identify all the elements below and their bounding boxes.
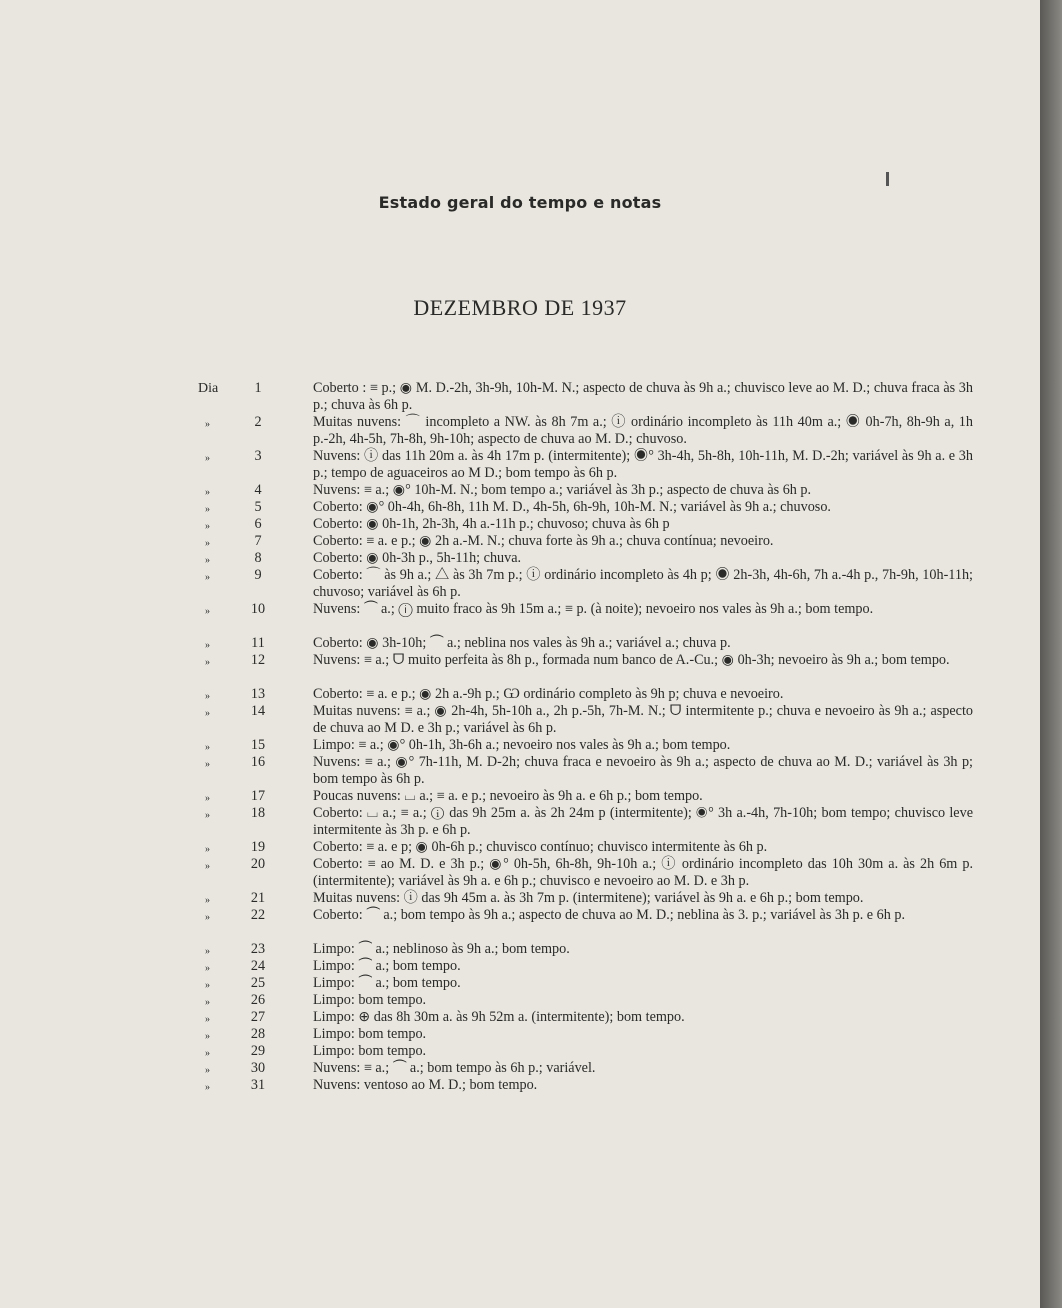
day-number: 3 bbox=[254, 448, 262, 464]
entry-row bbox=[0, 567, 1040, 601]
ditto-mark: » bbox=[205, 810, 210, 821]
day-number: 17 bbox=[250, 788, 266, 804]
day-number: 14 bbox=[250, 703, 266, 719]
day-note: Nuvens: ventoso ao M. D.; bom tempo. bbox=[313, 1077, 538, 1093]
ditto-mark: » bbox=[205, 1031, 210, 1042]
day-note: Limpo: bom tempo. bbox=[313, 1043, 427, 1059]
entry-row bbox=[0, 839, 1040, 856]
ditto-mark: » bbox=[205, 997, 210, 1008]
day-note: Nuvens: ≡ a.; ◉° 7h-11h, M. D-2h; chuva fraca e nevoeiro às 9h a.; aspecto de chuva ao M. D.; variável às 3h p; bom tempo às 6h p. bbox=[313, 754, 973, 787]
ditto-mark: » bbox=[205, 980, 210, 991]
day-note: Coberto : ≡ p.; ◉ M. D.-2h, 3h-9h, 10h-M. N.; aspecto de chuva às 9h a.; chuvisco leve ao M. D.; chuva fraca às 3h p.; chuva às 6h p. bbox=[313, 380, 973, 413]
entry-row bbox=[0, 414, 1040, 448]
day-note: Limpo: ⏜ a.; neblinoso às 9h a.; bom tempo. bbox=[313, 941, 570, 957]
day-note: Limpo: ⊕ das 8h 30m a. às 9h 52m a. (intermitente); bom tempo. bbox=[313, 1009, 685, 1025]
ditto-mark: » bbox=[205, 742, 210, 753]
day-note: Limpo: ⏜ a.; bom tempo. bbox=[313, 975, 461, 991]
ditto-mark: » bbox=[205, 606, 210, 617]
book-binding-edge bbox=[1040, 0, 1062, 1308]
day-number: 18 bbox=[250, 805, 266, 821]
entry-row bbox=[0, 686, 1040, 703]
day-number: 29 bbox=[250, 1043, 266, 1059]
entry-row bbox=[0, 907, 1040, 941]
day-note: Coberto: ◉ 3h-10h; ⏜ a.; neblina nos vales às 9h a.; variável a.; chuva p. bbox=[313, 635, 731, 651]
ditto-mark: » bbox=[205, 912, 210, 923]
ditto-mark: » bbox=[205, 963, 210, 974]
day-note: Limpo: bom tempo. bbox=[313, 992, 427, 1008]
day-note: Coberto: ⏜ a.; bom tempo às 9h a.; aspecto de chuva ao M. D.; neblina às 3. p.; variável às 3h p. e 6h p. bbox=[313, 907, 906, 923]
day-note: Coberto: ≡ a. e p.; ◉ 2h a.-M. N.; chuva forte às 9h a.; chuva contínua; nevoeiro. bbox=[313, 533, 774, 549]
day-number: 8 bbox=[254, 550, 262, 566]
day-number: 31 bbox=[250, 1077, 266, 1093]
ditto-mark: » bbox=[205, 1048, 210, 1059]
entry-row bbox=[0, 652, 1040, 686]
entry-row bbox=[0, 975, 1040, 992]
entry-row bbox=[0, 958, 1040, 975]
entry-row bbox=[0, 992, 1040, 1009]
day-note: Coberto: ◉ 0h-1h, 2h-3h, 4h a.-11h p.; chuvoso; chuva às 6h p bbox=[313, 516, 670, 532]
ditto-mark: » bbox=[205, 844, 210, 855]
entry-row bbox=[0, 601, 1040, 635]
day-number: 11 bbox=[251, 635, 265, 651]
ditto-mark: » bbox=[205, 657, 210, 668]
day-note: Coberto: ≡ a. e p; ◉ 0h-6h p.; chuvisco contínuo; chuvisco intermitente às 6h p. bbox=[313, 839, 768, 855]
day-number: 13 bbox=[250, 686, 266, 702]
day-note: Muitas nuvens: ⓘ das 9h 45m a. às 3h 7m p. (intermitene); variável às 9h a. e 6h p.; bom tempo. bbox=[313, 890, 864, 906]
day-label: Dia bbox=[198, 381, 219, 396]
day-note: Coberto: ◉° 0h-4h, 6h-8h, 11h M. D., 4h-5h, 6h-9h, 10h-M. N.; variável às 9h a.; chuvoso. bbox=[313, 499, 831, 515]
day-note: Nuvens: ⏜ a.; ⓘ muito fraco às 9h 15m a.; ≡ p. (à noite); nevoeiro nos vales às 9h a.; bom tempo. bbox=[313, 601, 874, 617]
entry-row bbox=[0, 448, 1040, 482]
day-number: 6 bbox=[254, 516, 262, 532]
day-note: Coberto: ◉ 0h-3h p., 5h-11h; chuva. bbox=[313, 550, 522, 566]
day-note: Poucas nuvens: ⌴ a.; ≡ a. e p.; nevoeiro às 9h a. e 6h p.; bom tempo. bbox=[313, 788, 703, 804]
day-number: 28 bbox=[250, 1026, 266, 1042]
day-note: Limpo: ⏜ a.; bom tempo. bbox=[313, 958, 461, 974]
ditto-mark: » bbox=[205, 946, 210, 957]
day-number: 21 bbox=[250, 890, 266, 906]
entry-row bbox=[0, 703, 1040, 737]
ditto-mark: » bbox=[205, 572, 210, 583]
ditto-mark: » bbox=[205, 895, 210, 906]
page-subtitle: DEZEMBRO DE 1937 bbox=[413, 295, 627, 320]
day-number: 23 bbox=[250, 941, 266, 957]
ditto-mark: » bbox=[205, 861, 210, 872]
entry-row bbox=[0, 737, 1040, 754]
page-title: Estado geral do tempo e notas bbox=[378, 193, 662, 212]
ditto-mark: » bbox=[205, 691, 210, 702]
entry-row bbox=[0, 1009, 1040, 1026]
entry-row bbox=[0, 805, 1040, 839]
entry-row bbox=[0, 499, 1040, 516]
entry-row bbox=[0, 1026, 1040, 1043]
ditto-mark: » bbox=[205, 1082, 210, 1093]
ditto-mark: » bbox=[205, 504, 210, 515]
entry-row bbox=[0, 550, 1040, 567]
ditto-mark: » bbox=[205, 419, 210, 430]
entry-row bbox=[0, 516, 1040, 533]
day-note: Coberto: ≡ ao M. D. e 3h p.; ◉° 0h-5h, 6h-8h, 9h-10h a.; ⓘ ordinário incompleto das 10h 30m a. às 2h 6m p. (intermitente); variável às 9h a. e 6h p.; chuvisco e nevoeiro ao M. D. e 3h p. bbox=[313, 856, 973, 889]
ditto-mark: » bbox=[205, 708, 210, 719]
day-number: 19 bbox=[250, 839, 266, 855]
ditto-mark: » bbox=[205, 759, 210, 770]
day-number: 15 bbox=[250, 737, 266, 753]
entry-row bbox=[0, 1077, 1040, 1094]
ditto-mark: » bbox=[205, 640, 210, 651]
day-number: 26 bbox=[250, 992, 266, 1008]
day-number: 5 bbox=[254, 499, 262, 515]
ditto-mark: » bbox=[205, 793, 210, 804]
day-note: Coberto: ⌴ a.; ≡ a.; ⓘ das 9h 25m a. às 2h 24m p (intermitente); ◉° 3h a.-4h, 7h-10h; bom tempo; chuvisco leve intermitente às 3h p. e 6h p. bbox=[313, 805, 973, 838]
day-number: 9 bbox=[254, 567, 262, 583]
day-note: Limpo: ≡ a.; ◉° 0h-1h, 3h-6h a.; nevoeiro nos vales às 9h a.; bom tempo. bbox=[313, 737, 731, 753]
ditto-mark: » bbox=[205, 1014, 210, 1025]
day-note: Muitas nuvens: ≡ a.; ◉ 2h-4h, 5h-10h a., 2h p.-5h, 7h-M. N.; ᗜ intermitente p.; chuva e nevoeiro às 9h a.; aspecto de chuva ao M D. e 3h p.; variável às 6h p. bbox=[313, 703, 973, 736]
ditto-mark: » bbox=[205, 487, 210, 498]
day-number: 2 bbox=[254, 414, 262, 430]
ink-speck bbox=[886, 172, 889, 186]
day-note: Coberto: ⌒ às 9h a.; △ às 3h 7m p.; ⓘ ordinário incompleto às 4h p; ◉ 2h-3h, 4h-6h, 7h a.-4h p., 7h-9h, 10h-11h; chuvoso; variável às 6h p. bbox=[313, 567, 973, 600]
day-number: 24 bbox=[250, 958, 266, 974]
day-number: 30 bbox=[250, 1060, 266, 1076]
day-number: 1 bbox=[254, 380, 262, 396]
day-note: Muitas nuvens: ⌒ incompleto a NW. às 8h 7m a.; ⓘ ordinário incompleto às 11h 40m a.; ◉ 0h-7h, 8h-9h a, 1h p.-2h, 4h-5h, 7h-8h, 9h-10h; aspecto de chuva ao M. D.; chuvoso. bbox=[313, 414, 973, 447]
weather-entries-list bbox=[0, 380, 1040, 1094]
ditto-mark: » bbox=[205, 453, 210, 464]
day-note: Limpo: bom tempo. bbox=[313, 1026, 427, 1042]
ditto-mark: » bbox=[205, 538, 210, 549]
entry-row bbox=[0, 890, 1040, 907]
day-note: Nuvens: ≡ a.; ⏜ a.; bom tempo às 6h p.; variável. bbox=[313, 1060, 596, 1076]
day-number: 22 bbox=[250, 907, 266, 923]
entry-row bbox=[0, 788, 1040, 805]
entry-row bbox=[0, 533, 1040, 550]
entry-row bbox=[0, 635, 1040, 652]
entry-row bbox=[0, 1043, 1040, 1060]
day-number: 12 bbox=[250, 652, 266, 668]
ditto-mark: » bbox=[205, 555, 210, 566]
day-number: 10 bbox=[250, 601, 266, 617]
entry-row bbox=[0, 941, 1040, 958]
entry-row bbox=[0, 856, 1040, 890]
entry-row bbox=[0, 482, 1040, 499]
day-number: 25 bbox=[250, 975, 266, 991]
day-number: 7 bbox=[254, 533, 262, 549]
day-number: 27 bbox=[250, 1009, 266, 1025]
day-number: 4 bbox=[254, 482, 262, 498]
day-number: 20 bbox=[250, 856, 266, 872]
ditto-mark: » bbox=[205, 1065, 210, 1076]
entry-row bbox=[0, 754, 1040, 788]
day-note: Nuvens: ≡ a.; ◉° 10h-M. N.; bom tempo a.; variável às 3h p.; aspecto de chuva às 6h p. bbox=[313, 482, 812, 498]
day-note: Nuvens: ⓘ das 11h 20m a. às 4h 17m p. (intermitente); ◉° 3h-4h, 5h-8h, 10h-11h, M. D.-2h; variável às 9h a. e 3h p.; tempo de aguaceiros ao M D.; bom tempo às 6h p. bbox=[313, 448, 973, 481]
day-note: Coberto: ≡ a. e p.; ◉ 2h a.-9h p.; Ѡ ordinário completo às 9h p; chuva e nevoeiro. bbox=[313, 686, 784, 702]
day-note: Nuvens: ≡ a.; ᗜ muito perfeita às 8h p., formada num banco de A.-Cu.; ◉ 0h-3h; nevoeiro às 9h a.; bom tempo. bbox=[313, 652, 950, 668]
day-number: 16 bbox=[250, 754, 266, 770]
entry-row bbox=[0, 1060, 1040, 1077]
entry-row bbox=[0, 380, 1040, 414]
ditto-mark: » bbox=[205, 521, 210, 532]
